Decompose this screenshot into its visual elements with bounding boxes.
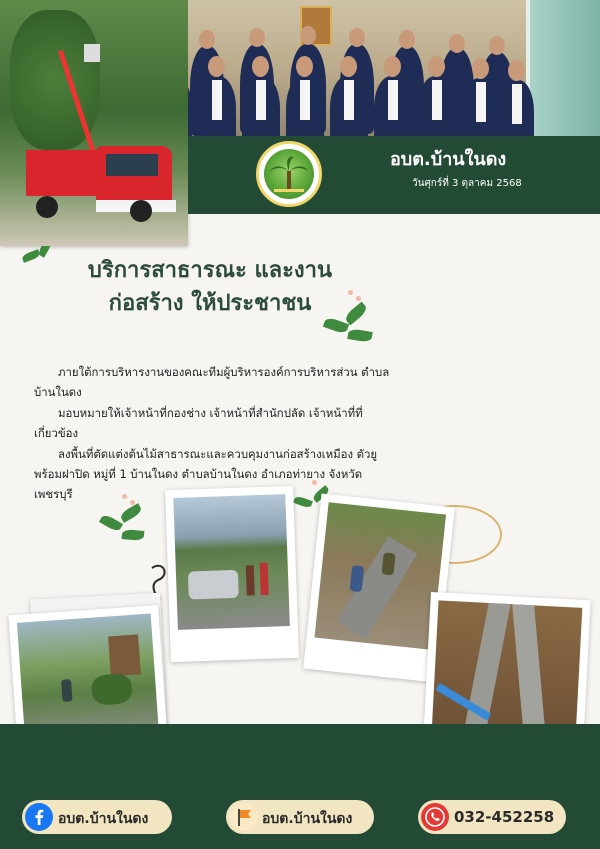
organization-logo <box>256 141 322 207</box>
flag-icon <box>230 803 258 831</box>
facebook-link[interactable] <box>22 800 172 834</box>
roadside-work-photo <box>165 486 299 662</box>
facebook-label: อบต.บ้านในดง <box>58 811 149 827</box>
facebook-icon <box>25 803 53 831</box>
website-link[interactable] <box>226 800 374 834</box>
phone-link[interactable] <box>418 800 566 834</box>
leaf-sprig-decoration <box>318 290 378 350</box>
body-paragraph-2: มอบหมายให้เจ้าหน้าที่กองช่าง เจ้าหน้าที่สำนักปลัด เจ้าหน้าที่ที่ เกี่ยวข้อง <box>34 406 363 440</box>
website-label: อบต.บ้านในดง <box>262 811 353 827</box>
headline-line-2: ก่อสร้าง ให้ประชาชน <box>108 291 312 316</box>
body-paragraph-1: ภายใต้การบริหารงานของคณะทีมผู้บริหารองค์การบริหารส่วน ตำบลบ้านในดง <box>34 365 390 399</box>
body-paragraph-3: ลงพื้นที่ตัดแต่งต้นไม้สาธารณะและควบคุมงานก่อสร้างเหมือง ตัวยูพร้อมฝาปิด หมู่ที่ 1 บ้านในดง ตำบลบ้านในดง อำเภอท่ายาง จังหวัดเพชรบุรี <box>34 447 378 501</box>
organization-name: อบต.บ้านในดง <box>390 149 507 170</box>
headline-line-1: บริการสาธารณะ และงาน <box>87 258 333 283</box>
phone-icon <box>421 803 449 831</box>
phone-number: 032-452258 <box>454 808 555 826</box>
issue-date: วันศุกร์ที่ 3 ตุลาคม 2568 <box>412 178 522 189</box>
palm-tree-icon <box>264 149 314 199</box>
bucket-truck-photo <box>0 0 188 246</box>
